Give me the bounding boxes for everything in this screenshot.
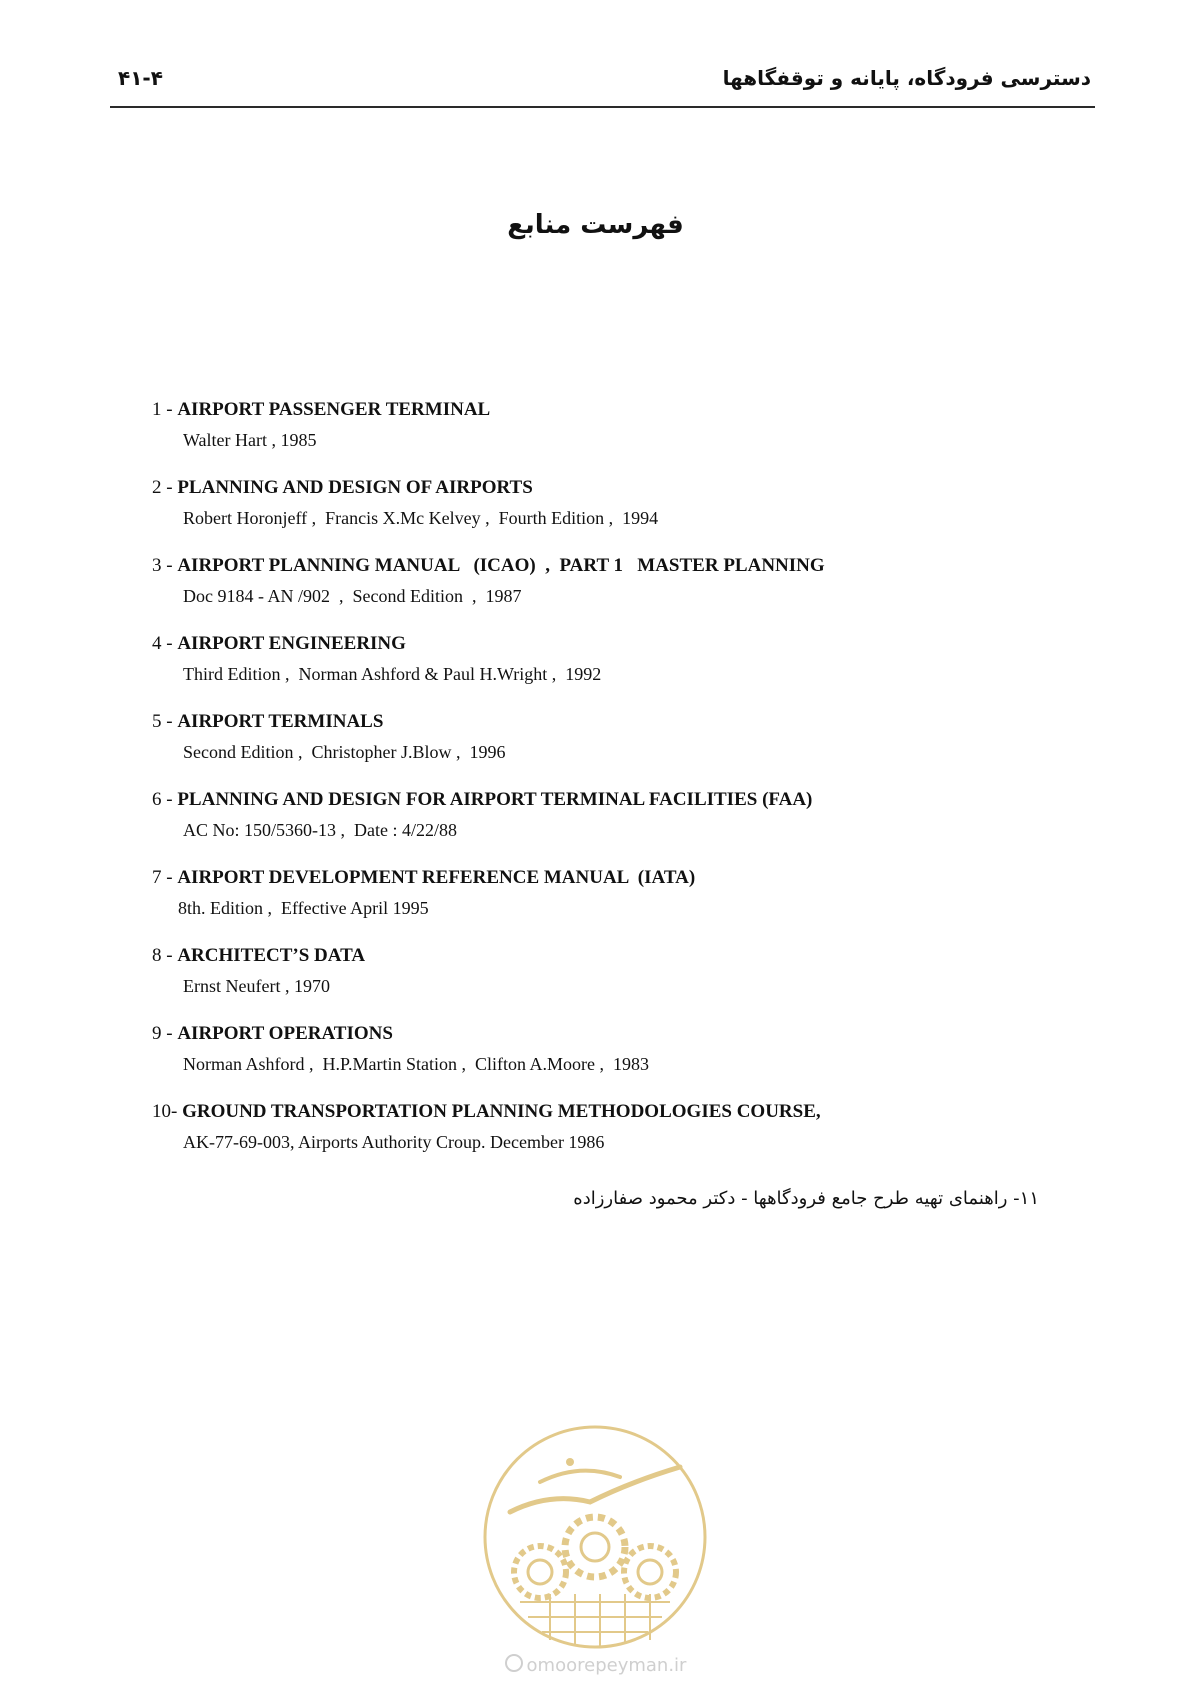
reference-number: 1 - [152,399,178,420]
reference-item [152,788,1052,866]
reference-detail: Robert Horonjeff , Francis X.Mc Kelvey , Fourth Edition , 1994 [183,508,659,528]
watermark-text: omoorepeyman.ir [526,1655,687,1676]
farsi-reference-item: ۱۱- راهنمای تهیه طرح جامع فرودگاهها - دکتر محمود صفارزاده [573,1188,1039,1209]
watermark [0,1654,1191,1676]
reference-title: PLANNING AND DESIGN FOR AIRPORT TERMINAL FACILITIES (FAA) [177,789,813,810]
reference-item [152,866,1052,944]
reference-detail: AC No: 150/5360-13 , Date : 4/22/88 [183,820,457,840]
reference-title: GROUND TRANSPORTATION PLANNING METHODOLOGIES COURSE, [182,1101,821,1122]
reference-item [152,944,1052,1022]
reference-number: 7 - [152,867,178,888]
reference-title: AIRPORT PLANNING MANUAL (ICAO) , PART 1 MASTER PLANNING [177,555,825,576]
reference-item [152,1100,1052,1178]
reference-detail: Norman Ashford , H.P.Martin Station , Clifton A.Moore , 1983 [183,1054,649,1074]
reference-number: 8 - [152,945,178,966]
reference-title: AIRPORT TERMINALS [177,711,384,732]
reference-number: 5 - [152,711,178,732]
reference-item [152,632,1052,710]
section-title: فهرست منابع [507,210,684,240]
publisher-stamp-logo [480,1422,710,1652]
reference-title: AIRPORT ENGINEERING [177,633,406,654]
reference-item [152,554,1052,632]
reference-number: 4 - [152,633,178,654]
reference-list [152,398,1052,1178]
reference-detail: Third Edition , Norman Ashford & Paul H.Wright , 1992 [183,664,602,684]
reference-title: ARCHITECT’S DATA [177,945,366,966]
reference-detail: Ernst Neufert , 1970 [183,976,330,996]
reference-number: 10- [152,1101,183,1122]
running-header-title: دسترسی فرودگاه، پایانه و توقفگاهها [722,66,1091,90]
reference-number: 2 - [152,477,178,498]
reference-detail: Second Edition , Christopher J.Blow , 1996 [183,742,506,762]
reference-item [152,1022,1052,1100]
reference-detail: AK-77-69-003, Airports Authority Croup. December 1986 [183,1132,605,1152]
reference-item [152,476,1052,554]
page-header [110,62,1095,108]
reference-item [152,398,1052,476]
reference-title: AIRPORT PASSENGER TERMINAL [177,399,491,420]
reference-number: 9 - [152,1023,178,1044]
reference-number: 6 - [152,789,178,810]
reference-detail: Doc 9184 - AN /902 , Second Edition , 1987 [183,586,522,606]
reference-detail: 8th. Edition , Effective April 1995 [178,898,429,918]
reference-title: AIRPORT OPERATIONS [177,1023,393,1044]
reference-item [152,710,1052,788]
reference-number: 3 - [152,555,178,576]
reference-title: PLANNING AND DESIGN OF AIRPORTS [177,477,533,498]
page-number: ۴۱-۴ [118,66,163,90]
globe-icon [505,1654,523,1672]
reference-detail: Walter Hart , 1985 [183,430,317,450]
reference-title: AIRPORT DEVELOPMENT REFERENCE MANUAL (IATA) [177,867,696,888]
